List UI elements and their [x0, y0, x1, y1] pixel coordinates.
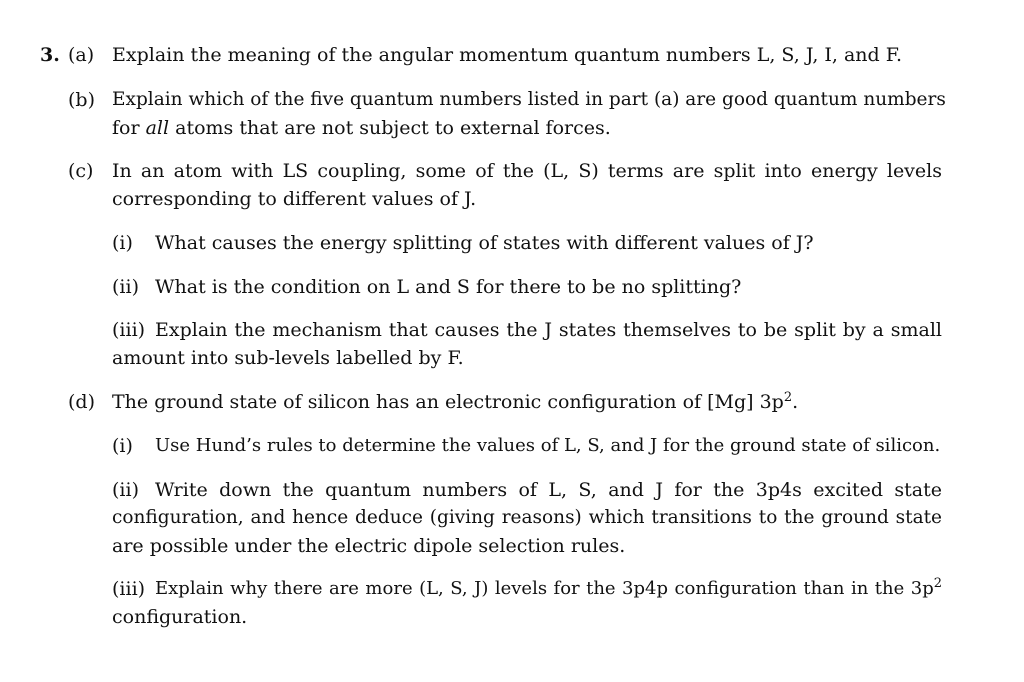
part-d-iii-label: (iii) [112, 578, 146, 600]
part-b-label: (b) [68, 89, 95, 111]
question-number: 3. [40, 44, 60, 66]
part-c-i-label: (i) [112, 232, 133, 254]
part-c-iii-label: (iii) [112, 319, 146, 341]
part-d-ii-line3: are possible under the electric dipole selection rules. [112, 535, 626, 557]
part-d-i-label: (i) [112, 435, 133, 457]
part-b-line1: Explain which of the five quantum numbers listed in part (a) are good quantum numbers [112, 89, 946, 110]
part-a-text: Explain the meaning of the angular momentum quantum numbers L, S, J, I, and F. [112, 44, 903, 66]
part-c-line1: In an atom with LS coupling, some of the (L, S) terms are split into energy levels [112, 160, 942, 182]
part-b-line2: for all atoms that are not subject to external forces. [112, 117, 611, 139]
part-c-ii-text: What is the condition on L and S for there to be no splitting? [155, 276, 742, 298]
part-c-label: (c) [68, 160, 94, 182]
part-d-ii-line1: Write down the quantum numbers of L, S, and J for the 3p4s excited state [155, 479, 942, 501]
part-d-label: (d) [68, 391, 95, 413]
part-c-line2: corresponding to different values of J. [112, 188, 477, 210]
part-c-ii-label: (ii) [112, 276, 139, 298]
part-d-ii-label: (ii) [112, 479, 139, 501]
part-c-i-text: What causes the energy splitting of states with different values of J? [155, 232, 814, 254]
emphasis-all: all [145, 117, 170, 139]
part-a-label: (a) [68, 44, 95, 66]
part-d-iii-line1: Explain why there are more (L, S, J) levels for the 3p4p configuration than in the $3p^2$ [155, 576, 942, 599]
part-d-iii-line2: configuration. [112, 606, 248, 628]
part-d-text: The ground state of silicon has an electronic configuration of [Mg] $3p^2$. [112, 390, 799, 413]
part-d-i-text: Use Hund’s rules to determine the values of L, S, and J for the ground state of silicon. [155, 435, 941, 456]
part-d-ii-line2: configuration, and hence deduce (giving reasons) which transitions to the ground state [112, 507, 942, 528]
part-c-iii-line2: amount into sub-levels labelled by F. [112, 347, 464, 369]
part-c-iii-line1: Explain the mechanism that causes the J states themselves to be split by a small [155, 319, 942, 341]
